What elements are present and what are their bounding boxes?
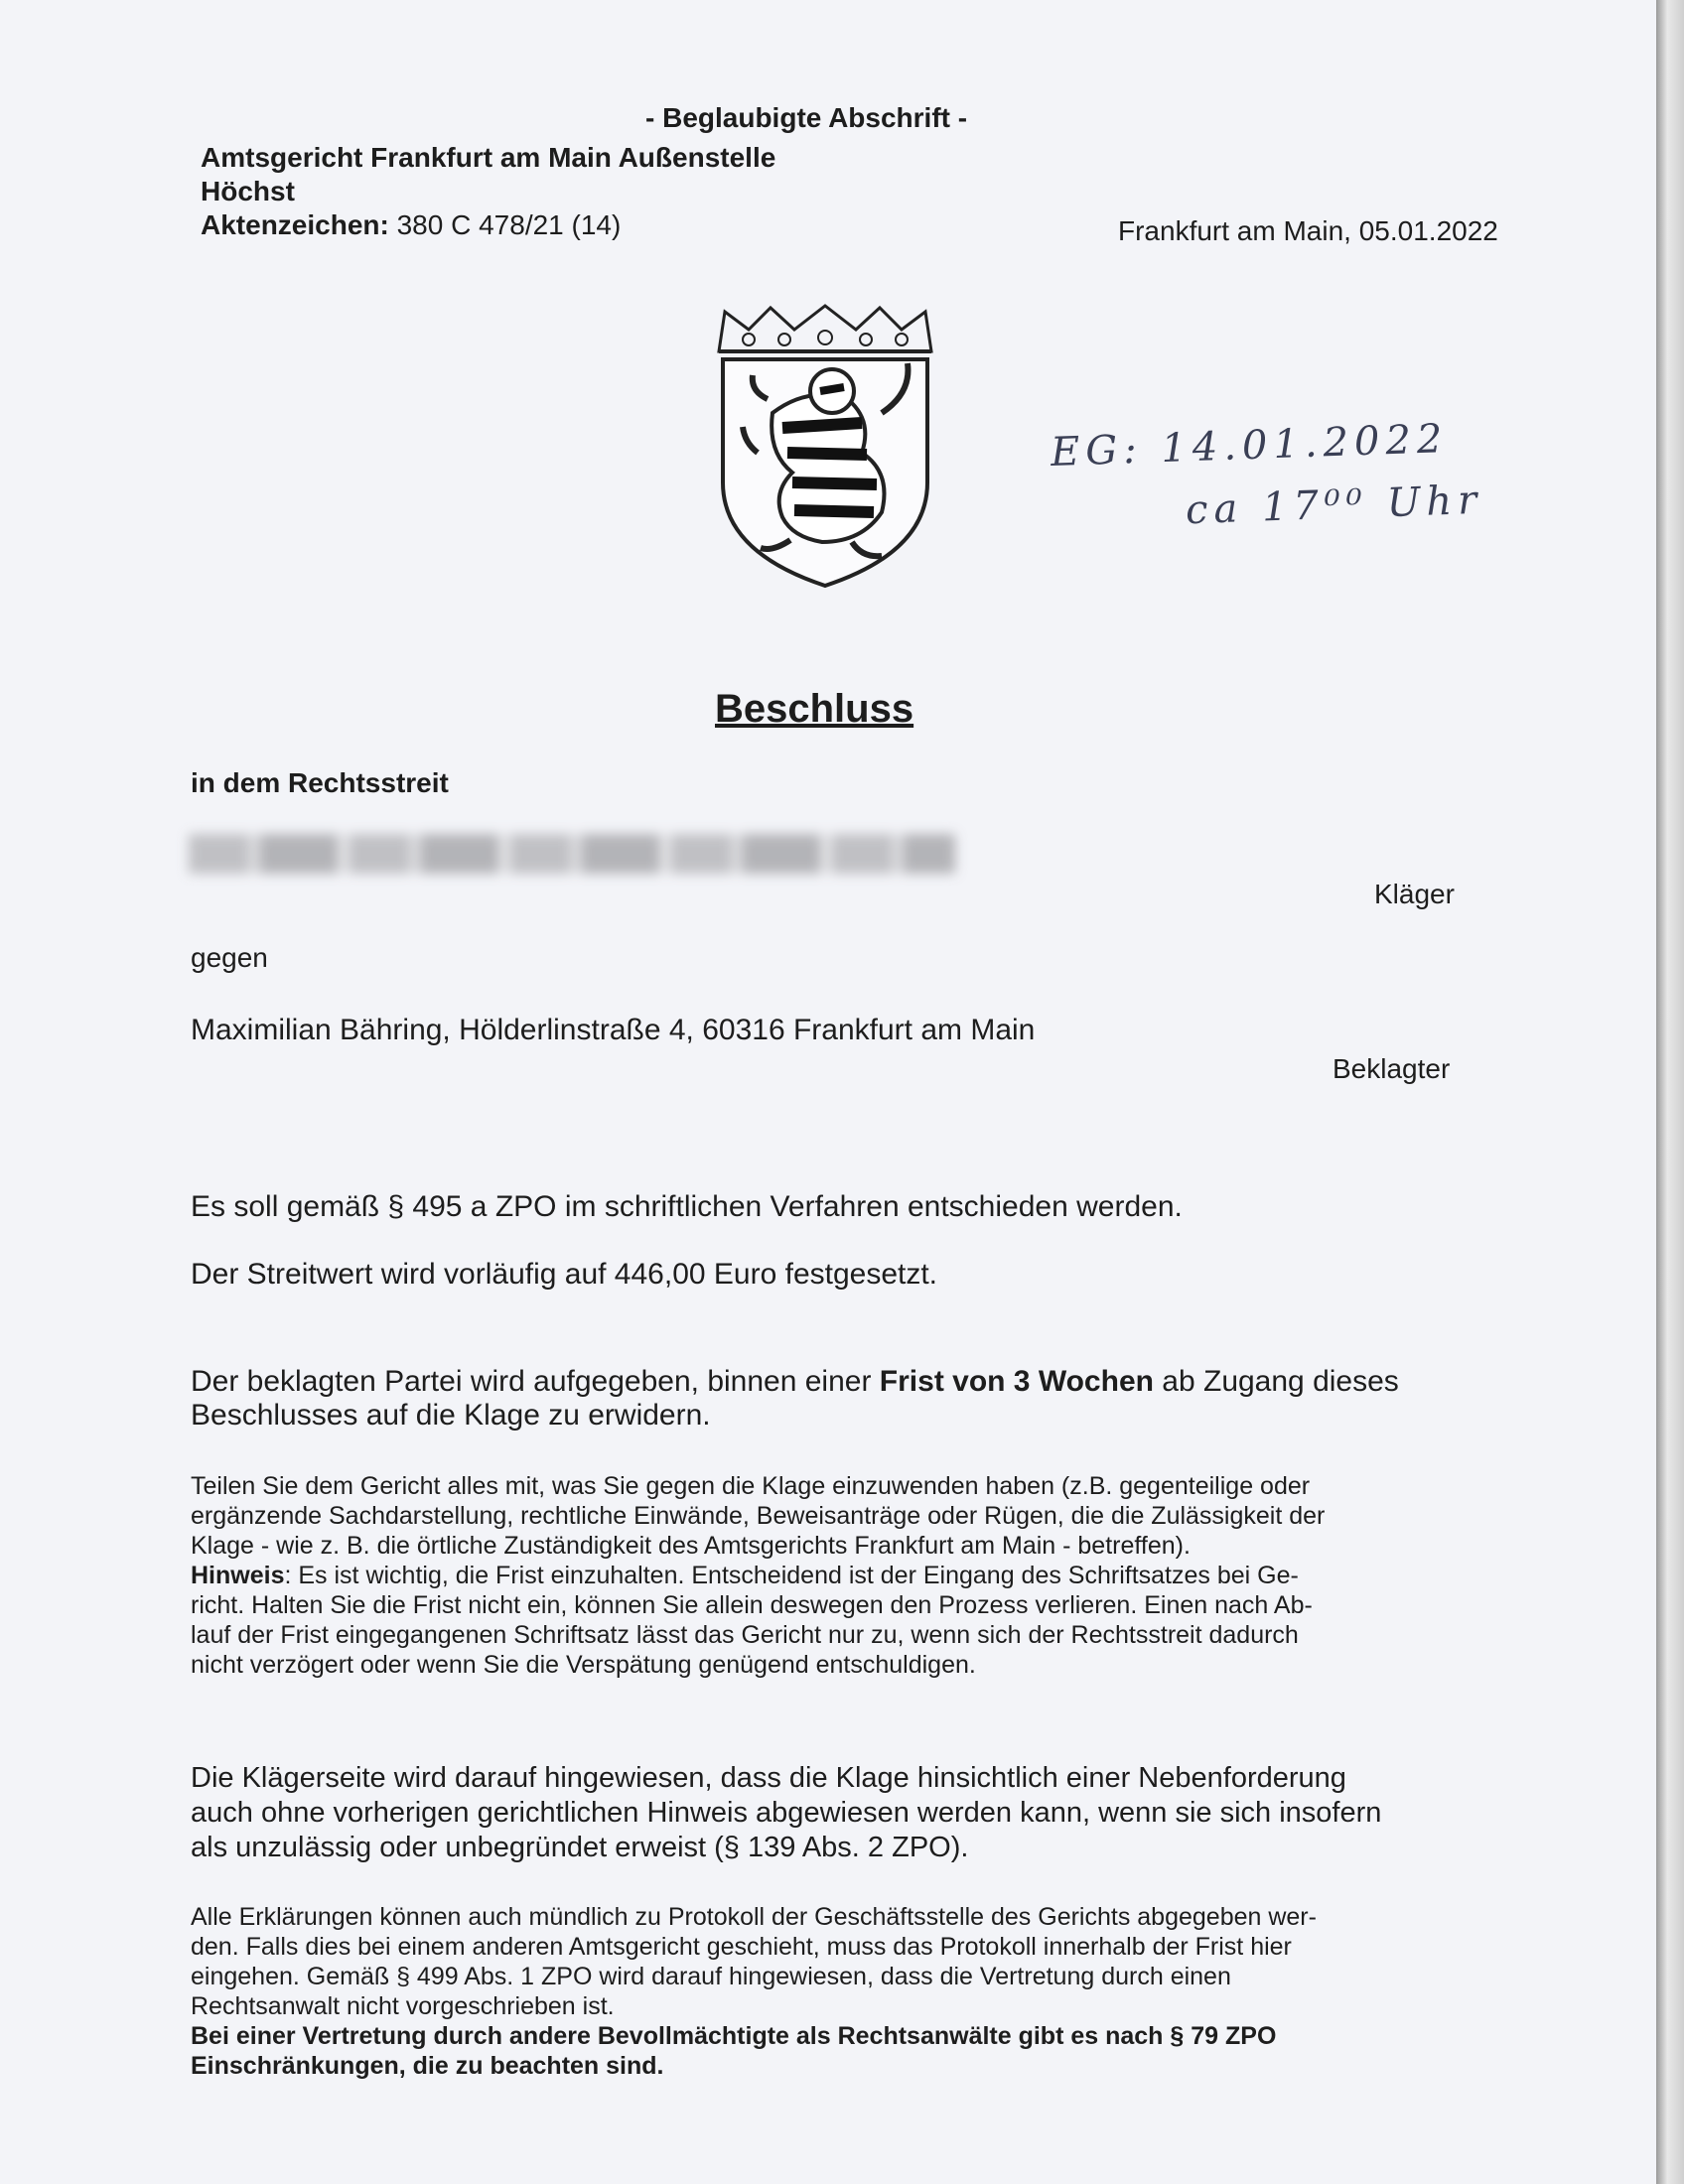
- redacted-plaintiff-name: [189, 834, 955, 874]
- file-number-value: 380 C 478/21 (14): [396, 209, 622, 240]
- defendant-name-address: Maximilian Bähring, Hölderlinstraße 4, 60316 Frankfurt am Main: [191, 1014, 1036, 1046]
- place-and-date: Frankfurt am Main, 05.01.2022: [1118, 215, 1498, 246]
- defendant-role: Beklagter: [1333, 1053, 1451, 1084]
- deadline-bold: Frist von 3 Wochen: [879, 1365, 1154, 1398]
- notice-block: [191, 1471, 1521, 1680]
- document-title: Beschluss: [715, 687, 914, 731]
- plaintiff-notice-line: Die Klägerseite wird darauf hingewiesen, dass die Klage hinsichtlich einer Nebenforderung: [191, 1762, 1346, 1794]
- plaintiff-role: Kläger: [1374, 879, 1455, 909]
- declaration-block: [191, 1902, 1521, 2081]
- file-number-label: Aktenzeichen:: [201, 209, 389, 240]
- scanner-edge: [1656, 0, 1684, 2184]
- declaration-line: Rechtsanwalt nicht vorgeschrieben ist.: [191, 1992, 615, 2020]
- court-name-line2: Höchst: [201, 176, 295, 206]
- court-name-line1: Amtsgericht Frankfurt am Main Außenstelle: [201, 142, 776, 173]
- plaintiff-notice-line: auch ohne vorherigen gerichtlichen Hinweis abgewiesen werden kann, wenn sie sich insofern: [191, 1797, 1382, 1829]
- versus-label: gegen: [191, 942, 268, 973]
- hint-label: Hinweis: [191, 1562, 285, 1589]
- declaration-line: den. Falls dies bei einem anderen Amtsgericht geschieht, muss das Protokoll innerhalb der Frist hier: [191, 1933, 1292, 1961]
- deadline-text-post: ab Zugang dieses: [1153, 1365, 1399, 1398]
- case-intro: in dem Rechtsstreit: [191, 767, 449, 798]
- paragraph-response-deadline-line1: [191, 1364, 1399, 1400]
- declaration-line: Alle Erklärungen können auch mündlich zu Protokoll der Geschäftsstelle des Gerichts abgegeben wer-: [191, 1903, 1317, 1931]
- deadline-text-pre: Der beklagten Partei wird aufgegeben, binnen einer: [191, 1365, 880, 1398]
- paragraph-dispute-value: Der Streitwert wird vorläufig auf 446,00 Euro festgesetzt.: [191, 1258, 938, 1291]
- notice-line: ergänzende Sachdarstellung, rechtliche Einwände, Beweisanträge oder Rügen, die die Zulässigkeit der: [191, 1502, 1326, 1530]
- hint-line: richt. Halten Sie die Frist nicht ein, können Sie allein deswegen den Prozess verlieren. Einen nach Ab-: [191, 1591, 1313, 1619]
- final-bold-line: Einschränkungen, die zu beachten sind.: [191, 2052, 664, 2080]
- hint-line: nicht verzögert oder wenn Sie die Verspätung genügend entschuldigen.: [191, 1651, 976, 1679]
- declaration-line: eingehen. Gemäß § 499 Abs. 1 ZPO wird darauf hingewiesen, dass die Vertretung durch einen: [191, 1963, 1231, 1990]
- notice-line: Teilen Sie dem Gericht alles mit, was Sie gegen die Klage einzuwenden haben (z.B. gegenteilige oder: [191, 1472, 1311, 1500]
- certified-copy-label: - Beglaubigte Abschrift -: [645, 102, 968, 133]
- handwritten-receipt-time: ca 17⁰⁰ Uhr: [1185, 477, 1483, 534]
- hint-line: lauf der Frist eingegangenen Schriftsatz lässt das Gericht nur zu, wenn sich der Rechtsstreit dadurch: [191, 1621, 1299, 1649]
- plaintiff-notice-block: [191, 1761, 1521, 1865]
- plaintiff-notice-line: als unzulässig oder unbegründet erweist (§ 139 Abs. 2 ZPO).: [191, 1832, 969, 1863]
- handwritten-receipt-date: EG: 14.01.2022: [1050, 416, 1450, 476]
- final-bold-line: Bei einer Vertretung durch andere Bevollmächtigte als Rechtsanwälte gibt es nach § 79 ZPO: [191, 2022, 1277, 2050]
- hint-line: [191, 1561, 1521, 1590]
- file-number: [201, 208, 621, 242]
- notice-line: Klage - wie z. B. die örtliche Zuständigkeit des Amtsgerichts Frankfurt am Main - betreffen).: [191, 1532, 1191, 1560]
- hint-text: : Es ist wichtig, die Frist einzuhalten. Entscheidend ist der Eingang des Schriftsatzes bei Ge-: [284, 1562, 1299, 1589]
- paragraph-response-deadline-line2: Beschlusses auf die Klage zu erwidern.: [191, 1399, 711, 1432]
- paragraph-written-procedure: Es soll gemäß § 495 a ZPO im schriftlichen Verfahren entschieden werden.: [191, 1190, 1183, 1223]
- hessen-lion-coat-of-arms-icon: [713, 304, 937, 592]
